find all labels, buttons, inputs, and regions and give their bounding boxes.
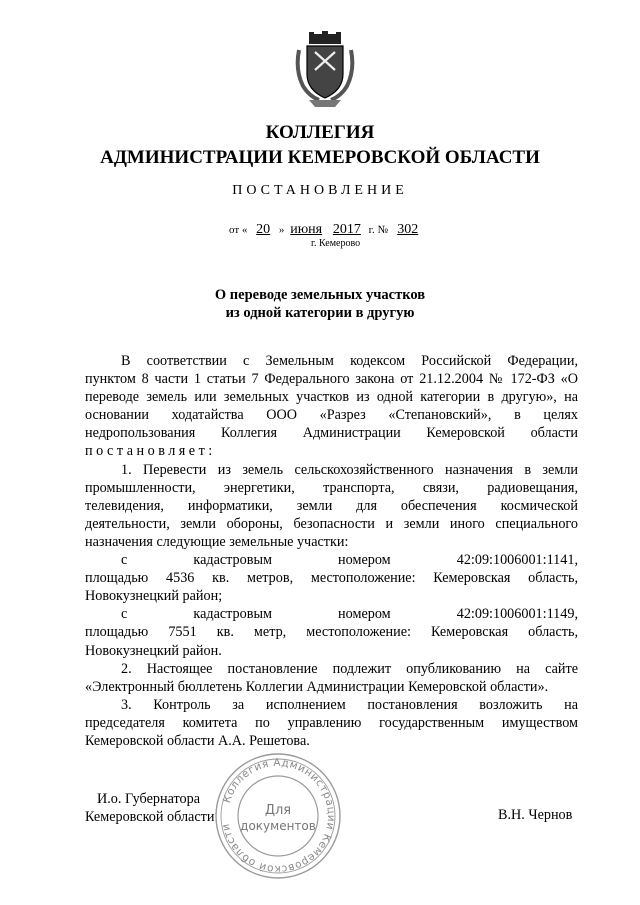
signatory-name: В.Н. Чернов [498,807,573,823]
text-line: постановляет: [85,443,216,460]
text-line: 2. Настоящее постановление подлежит опубликованию на сайте [121,660,578,677]
date-line [229,222,425,238]
text-line: «Электронный бюллетень Коллегии Администрации Кемеровской области». [85,678,549,695]
svg-text:Для: Для [264,803,292,818]
date-year: 2017 [332,222,361,237]
signatory-title-line2: Кемеровской области [85,809,215,825]
date-day: 20 [256,222,271,237]
city: г. Кемерово [311,238,361,249]
svg-text:Коллегия Администрации Кемеров: Коллегия Администрации Кемеровской области [219,756,338,876]
text-line: Новокузнецкий район. [85,642,222,659]
text-line: с кадастровым номером 42:09:1006001:1149, [121,606,578,623]
text-line: 1. Перевести из земель сельскохозяйственного назначения в земли [121,461,578,478]
text-line: площадью 4536 кв. метров, местоположение: Кемеровская область, [85,570,578,587]
text-line: 3. Контроль за исполнением постановления возложить на [121,696,578,713]
text-line: переводе земель или земельных участков из одной категории в другую», на [85,389,578,406]
subject-line1: О переводе земельных участков [214,287,426,303]
text-line: с кадастровым номером 42:09:1006001:1141, [121,552,578,569]
text-line: недропользования Коллегия Администрации Кемеровской области [85,425,578,442]
header-line1: КОЛЛЕГИЯ [265,122,375,143]
date-prefix: от « [229,224,248,236]
date-year-suffix: г. № [368,224,388,236]
signatory-title-line1: И.о. Губернатора [97,791,200,807]
date-number: 302 [397,222,419,237]
signatory-title [85,790,214,826]
subject-line2: из одной категории в другую [225,305,415,321]
doc-type: ПОСТАНОВЛЕНИЕ [232,183,408,198]
header-line2: АДМИНИСТРАЦИИ КЕМЕРОВСКОЙ ОБЛАСТИ [100,147,540,168]
official-stamp [214,752,342,880]
text-line: деятельности, земли обороны, безопасности и земли иного специального [85,515,578,532]
text-line: Кемеровской области А.А. Решетова. [85,732,310,749]
text-line: председателя комитета по управлению государственным имуществом [85,714,578,731]
text-line: промышленности, энергетики, транспорта, связи, радиовещания, [85,479,578,496]
svg-text:документов: документов [240,819,316,833]
text-line: Новокузнецкий район; [85,588,223,605]
text-line: площадью 7551 кв. метр, местоположение: Кемеровская область, [85,624,578,641]
text-line: пунктом 8 части 1 статьи 7 Федерального закона от 21.12.2004 № 172-ФЗ «О [85,371,578,388]
body-text [85,352,578,750]
text-line: телевидения, информатики, земли для обеспечения космической [85,497,578,514]
coat-of-arms-icon [295,30,355,108]
text-line: В соответствии с Земельным кодексом Российской Федерации, [121,353,578,369]
text-line: назначения следующие земельные участки: [85,533,349,550]
text-line: основании ходатайства ООО «Разрез «Степановский», в целях [85,407,578,424]
date-mid: » [278,224,285,236]
date-month: июня [290,222,323,237]
